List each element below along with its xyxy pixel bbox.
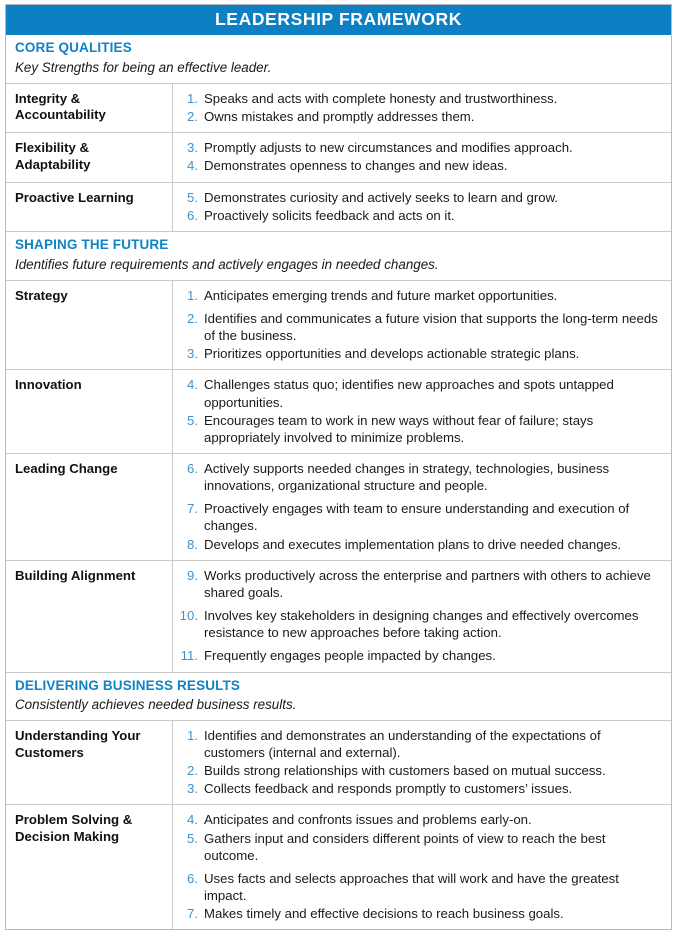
behavior-item-text: Involves key stakeholders in designing changes and effectively overcomes resistance to new approaches before taking action. [204,608,639,641]
competency-name: Leading Change [6,454,173,560]
behavior-item-text: Identifies and communicates a future vision that supports the long-term needs of the business. [204,310,658,344]
behavior-item-number: 7. [187,906,198,922]
behavior-item-text: Anticipates emerging trends and future market opportunities. [204,287,558,303]
behavior-item-number: 7. [187,501,198,517]
behavior-item [173,727,661,761]
behavior-item-number: 8. [187,536,198,552]
behavior-item [173,412,661,446]
competency-row [6,132,671,182]
behavior-item [173,870,661,904]
section-title: SHAPING THE FUTURE [15,237,169,253]
competency-name: Problem Solving & Decision Making [6,805,173,929]
behavior-item [173,762,661,779]
section-header [6,35,671,82]
behavior-item-text: Works productively across the enterprise and partners with others to achieve shared goals. [204,567,651,600]
competency-name: Innovation [6,370,173,453]
behavior-item-number: 2. [187,763,198,779]
section-subtitle: Consistently achieves needed business results. [15,697,297,713]
behavior-item-number: 5. [187,412,198,428]
behavior-item-number: 3. [187,140,198,156]
competency-row [6,453,671,560]
sections-container [6,35,671,929]
competency-row [6,560,671,672]
competency-name: Understanding Your Customers [6,721,173,805]
behavior-list [173,133,671,182]
behavior-item [173,108,661,125]
behavior-list [173,370,671,453]
behavior-item [173,310,661,344]
behavior-item [173,780,661,797]
behavior-item-number: 9. [187,567,198,583]
section-title: CORE QUALITIES [15,40,132,56]
competency-row [6,83,671,133]
behavior-item-number: 2. [187,108,198,124]
behavior-item-number: 1. [187,287,198,303]
section-subtitle: Key Strengths for being an effective leader. [15,60,272,76]
behavior-item [173,500,661,534]
section-header [6,231,671,279]
section-title: DELIVERING BUSINESS RESULTS [15,677,241,693]
behavior-item [173,189,661,206]
behavior-item-text: Identifies and demonstrates an understanding of the expectations of customers (internal and external). [204,727,601,760]
behavior-item [173,607,661,641]
behavior-item-text: Gathers input and considers different points of view to reach the best outcome. [204,830,606,863]
behavior-item-text: Anticipates and confronts issues and problems early-on. [204,812,532,828]
behavior-item-text: Builds strong relationships with customers based on mutual success. [204,763,606,779]
behavior-list [173,183,671,231]
behavior-item-text: Collects feedback and responds promptly to customers’ issues. [204,781,573,797]
behavior-item-text: Develops and executes implementation plans to drive needed changes. [204,536,622,552]
behavior-item-text: Proactively solicits feedback and acts on it. [204,208,455,224]
behavior-item [173,460,661,494]
behavior-item-text: Actively supports needed changes in strategy, technologies, business innovations, organizational structure and people. [204,460,610,494]
behavior-list [173,561,671,672]
behavior-item-text: Encourages team to work in new ways without fear of failure; stays appropriately involved to minimize problems. [204,412,594,445]
competency-name: Flexibility & Adaptability [6,133,173,182]
behavior-list [173,454,671,560]
behavior-item-text: Owns mistakes and promptly addresses them. [204,108,475,124]
behavior-item [173,536,661,553]
competency-name: Building Alignment [6,561,173,672]
behavior-item [173,905,661,922]
behavior-item-number: 11. [180,648,198,664]
behavior-item-number: 3. [187,781,198,797]
behavior-item-text: Promptly adjusts to new circumstances and modifies approach. [204,140,573,156]
behavior-list [173,805,671,929]
leadership-framework-table [5,4,672,930]
competency-row [6,182,671,231]
behavior-item [173,376,661,410]
behavior-item-number: 5. [187,190,198,206]
behavior-item [173,287,661,304]
behavior-item [173,157,661,174]
behavior-list [173,84,671,133]
behavior-item [173,567,661,601]
behavior-list [173,281,671,370]
competency-row [6,804,671,929]
behavior-item-number: 4. [187,158,198,174]
behavior-item-number: 5. [187,830,198,846]
behavior-item [173,811,661,828]
behavior-item [173,830,661,864]
behavior-item [173,647,661,664]
behavior-item [173,139,661,156]
behavior-item [173,345,661,362]
competency-name: Strategy [6,281,173,370]
behavior-item-number: 4. [187,377,198,393]
behavior-item-number: 6. [187,208,198,224]
competency-name: Proactive Learning [6,183,173,231]
behavior-item-text: Speaks and acts with complete honesty and trustworthiness. [204,90,558,106]
behavior-item-number: 2. [187,310,198,326]
behavior-item-text: Prioritizes opportunities and develops actionable strategic plans. [204,346,580,362]
behavior-item-number: 4. [187,812,198,828]
behavior-item-number: 1. [187,727,198,743]
behavior-item-text: Challenges status quo; identifies new approaches and spots untapped opportunities. [204,377,614,410]
behavior-item-text: Frequently engages people impacted by changes. [204,648,496,664]
behavior-item-text: Demonstrates curiosity and actively seeks to learn and grow. [204,190,559,206]
behavior-item-text: Demonstrates openness to changes and new ideas. [204,158,508,174]
page-title: LEADERSHIP FRAMEWORK [6,5,671,35]
behavior-item-text: Makes timely and effective decisions to reach business goals. [204,906,564,922]
behavior-item [173,90,661,107]
behavior-item-number: 1. [187,90,198,106]
behavior-list [173,721,671,805]
competency-row [6,280,671,370]
competency-name: Integrity & Accountability [6,84,173,133]
behavior-item-text: Uses facts and selects approaches that will work and have the greatest impact. [204,870,619,904]
behavior-item-number: 6. [187,460,198,476]
behavior-item [173,207,661,224]
behavior-item-number: 3. [187,346,198,362]
behavior-item-text: Proactively engages with team to ensure understanding and execution of changes. [204,501,630,534]
section-subtitle: Identifies future requirements and actively engages in needed changes. [15,257,439,273]
behavior-item-number: 6. [187,870,198,886]
competency-row [6,369,671,453]
section-header [6,672,671,720]
competency-row [6,720,671,805]
behavior-item-number: 10. [179,608,198,624]
